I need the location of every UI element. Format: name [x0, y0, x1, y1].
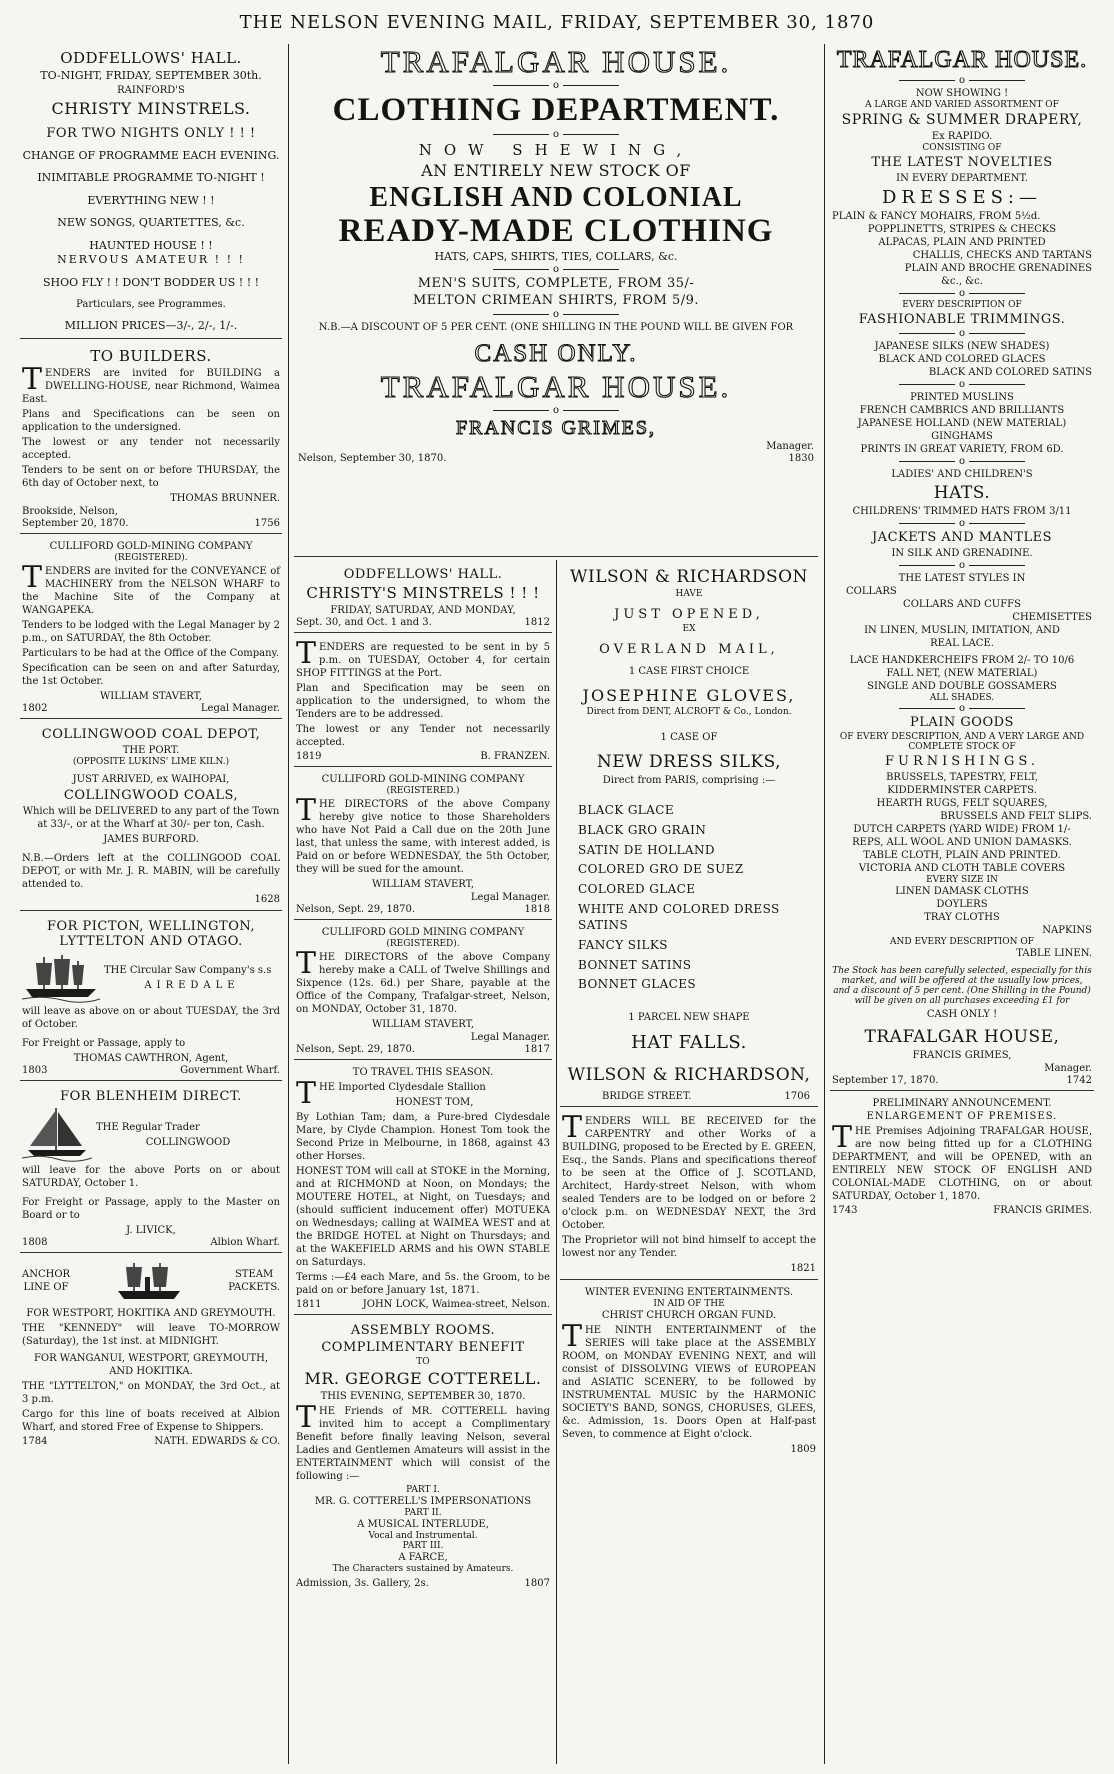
ad-line: BRUSSELS, TAPESTRY, FELT,	[886, 771, 1038, 783]
ad-signature: FRANCIS GRIMES,	[455, 416, 657, 439]
ad-text: The lowest or any Tender not necessarily accepted.	[296, 724, 550, 748]
ad-headline: WILSON & RICHARDSON,	[567, 1065, 811, 1086]
ad-date: September 20, 1870.	[22, 517, 129, 529]
ad-location: (OPPOSITE LUKINS' LIME KILN.)	[72, 756, 230, 767]
ad-shop-fittings	[294, 636, 552, 767]
ad-line: A LARGE AND VARIED ASSORTMENT OF	[865, 99, 1059, 110]
subcolumn-left	[294, 562, 552, 1596]
list-item: BONNET SATINS	[578, 957, 692, 972]
ad-date: Nelson, September 30, 1870.	[298, 452, 447, 464]
ad-text: THE Regular Trader	[96, 1121, 200, 1133]
ornament-rule: o	[832, 519, 1092, 528]
ad-subtitle: (REGISTERED).	[386, 939, 460, 949]
ad-text: THE Imported Clydesdale Stallion	[296, 1076, 486, 1111]
ornament-rule: o	[832, 329, 1092, 338]
ad-headline: READY-MADE CLOTHING	[338, 212, 774, 249]
ad-place: Albion Wharf.	[210, 1236, 280, 1248]
ad-line: NERVOUS AMATEUR ! ! !	[57, 253, 245, 267]
ad-text: THE NINTH ENTERTAINMENT of the SERIES will take place at the ASSEMBLY ROOM, on MONDAY EVENING NEXT, and will consist of DISSOLVING VIEWS of EUROPEAN and ASIATIC SCENERY, to be followed by INSTRUMENTAL MUSIC by the HARMONIC SOCIETY'S BAND, SONGS, CHORUSES, GLEES, &c. Admission, 1s. Doors Open at Half-past Seven, to commence at Eight o'clock.	[562, 1319, 816, 1441]
ad-line: COLLARS	[846, 585, 897, 597]
ad-winter-entertainments	[560, 1283, 818, 1460]
ad-signature: NATH. EDWARDS & CO.	[154, 1435, 280, 1447]
ad-title: ASSEMBLY ROOMS.	[350, 1323, 496, 1338]
ad-line: HEARTH RUGS, FELT SQUARES,	[876, 797, 1048, 809]
ad-number: 1819	[296, 751, 322, 762]
ad-part-desc: Vocal and Instrumental.	[368, 1531, 478, 1541]
ad-line: THE LATEST STYLES IN	[898, 572, 1026, 584]
ad-number: 1812	[524, 617, 550, 628]
ad-signature: WILLIAM STAVERT,	[371, 1019, 475, 1030]
ad-number: 1802	[22, 702, 48, 714]
ad-text: Specification can be seen on and after Saturday, the 1st October.	[22, 662, 280, 687]
ad-culliford-call	[294, 923, 552, 1060]
ad-number: 1818	[524, 904, 550, 915]
ad-line: Particulars, see Programmes.	[76, 299, 226, 311]
ad-text: TENDERS are invited for BUILDING a DWELLING-HOUSE, near Richmond, Waimea East.	[22, 361, 280, 405]
ad-text: Tenders to be lodged with the Legal Manager by 2 p.m., on SATURDAY, the 8th October.	[22, 619, 280, 644]
ad-text: THE Friends of MR. COTTERELL having invited him to accept a Complimentary Benefit before finally leaving Nelson, several Ladies and Gentlemen Amateurs will assist in the ENTERTAINMENT which will consist of the following :—	[296, 1400, 550, 1482]
ad-line: LINEN DAMASK CLOTHS	[895, 885, 1029, 897]
ad-line: SHOO FLY ! ! DON'T BODDER US ! ! !	[42, 275, 260, 289]
list-item: BONNET GLACES	[578, 977, 697, 992]
ad-text: The Stock has been carefully selected, especially for this market, and will be offered at the usually low prices, and a discount of 5 per cent. (One Shilling in the Pound) will be given on all purchases exceeding £1 for	[832, 965, 1092, 1006]
ad-number: 1817	[524, 1044, 550, 1055]
ad-line: OVERLAND MAIL,	[599, 642, 779, 657]
ad-line: TO	[416, 1357, 430, 1367]
list-item: COLORED GLACE	[578, 882, 696, 897]
ad-title: TO TRAVEL THIS SEASON.	[352, 1067, 494, 1078]
ad-line: DUTCH CARPETS (YARD WIDE) FROM 1/-	[853, 823, 1071, 835]
ad-part: PART III.	[402, 1541, 444, 1551]
ad-title: CULLIFORD GOLD-MINING COMPANY	[49, 540, 253, 552]
ad-title: PRELIMINARY ANNOUNCEMENT.	[872, 1097, 1052, 1109]
ad-wilson-richardson	[560, 562, 818, 1107]
ad-line: POPPLINETTS, STRIPES & CHECKS	[867, 223, 1057, 235]
ad-number: 1803	[22, 1064, 48, 1076]
ad-line: REAL LACE.	[930, 637, 994, 649]
ad-culliford-call-notice	[294, 770, 552, 920]
ad-text: HONEST TOM will call at STOKE in the Morning, and at RICHMOND at Noon, on Mondays; the MOUTERE HOTEL, at Night, on Tuesdays; and (should sufficient inducement offer) MOTUEKA on Wednesdays; calling at WAIMEA WEST and at the BRIDGE HOTEL at Night on Thursdays; and at the WAKEFIELD ARMS and his OWN STABLE on Saturdays.	[296, 1166, 550, 1268]
ad-title: CULLIFORD GOLD-MINING COMPANY	[321, 774, 525, 785]
ad-anchor-line	[20, 1256, 282, 1451]
ad-admission: Admission, 3s. Gallery, 2s.	[296, 1578, 429, 1589]
ad-place: Brookside, Nelson,	[22, 505, 118, 517]
ad-to-builders	[20, 342, 282, 534]
ad-line: FOR WANGANUI, WESTPORT, GREYMOUTH, AND HOKITIKA.	[33, 1352, 269, 1377]
ornament-rule: o	[294, 406, 818, 415]
ad-part-desc: The Characters sustained by Amateurs.	[332, 1564, 514, 1574]
ad-signature: WILLIAM STAVERT,	[371, 879, 475, 890]
ad-subtitle: CHRIST CHURCH ORGAN FUND.	[601, 1310, 777, 1322]
ad-title-part: ANCHOR	[22, 1268, 71, 1280]
ad-line: BLACK AND COLORED SATINS	[928, 366, 1092, 378]
ad-text: THE DIRECTORS of the above Company hereby give notice to those Shareholders who have Not Paid a Call due on the 20th June last, that unless the same, with interest added, is Paid on or before WEDNESDAY, the 5th October, they will be sued for the amount.	[296, 793, 550, 875]
ad-line: PLAIN & FANCY MOHAIRS, FROM 5½d.	[832, 210, 1041, 222]
ad-line: MELTON CRIMEAN SHIRTS, FROM 5/9.	[412, 293, 700, 309]
ad-part-desc: A FARCE,	[398, 1552, 448, 1563]
ad-text: TENDERS are invited for the CONVEYANCE of MACHINERY from the NELSON WHARF to the Machine Site of the Company at WANGAPEKA.	[22, 559, 280, 616]
column-rule	[824, 44, 825, 1764]
ad-line: JUST ARRIVED, ex WAIHOPAI,	[72, 773, 230, 785]
ad-line: HATS, CAPS, SHIRTS, TIES, COLLARS, &c.	[434, 249, 678, 263]
ad-date: September 17, 1870.	[832, 1074, 939, 1086]
ad-number: 1807	[524, 1578, 550, 1589]
steamship-icon	[22, 951, 100, 1003]
ad-title: WINTER EVENING ENTERTAINMENTS.	[584, 1287, 794, 1299]
ad-title-part: STEAM	[234, 1268, 274, 1280]
ad-line: PRINTS IN GREAT VARIETY, FROM 6D.	[860, 443, 1064, 455]
ad-line: RAINFORD'S	[117, 84, 185, 96]
ad-line: PLAIN AND BROCHE GRENADINES	[904, 262, 1092, 274]
ad-line: GINGHAMS	[931, 430, 993, 442]
ad-headline: DRESSES:—	[881, 186, 1042, 208]
ad-line: MILLION PRICES—3/-, 2/-, 1/-.	[64, 319, 238, 333]
ad-line: AND EVERY DESCRIPTION OF	[890, 936, 1034, 947]
masthead: THE NELSON EVENING MAIL, FRIDAY, SEPTEMBER 30, 1870	[239, 12, 875, 33]
ad-headline: NEW DRESS SILKS,	[596, 752, 782, 772]
ad-title: FOR BLENHEIM DIRECT.	[60, 1088, 242, 1104]
ad-subtitle: THE PORT.	[122, 744, 180, 756]
ornament-rule: o	[832, 380, 1092, 389]
ad-line: FRIDAY, SATURDAY, AND MONDAY,	[330, 605, 516, 616]
ad-oddfellows-christys	[294, 562, 552, 633]
ship-name: AIREDALE	[144, 979, 240, 991]
ornament-rule: o	[832, 561, 1092, 570]
ad-line: TABLE CLOTH, PLAIN AND PRINTED.	[863, 849, 1061, 861]
ad-headline: CHRISTY MINSTRELS.	[51, 98, 251, 118]
ad-text: Which will be DELIVERED to any part of the Town at 33/-, or at the Wharf at 30/- per ton, Cash.	[22, 805, 280, 830]
ad-number: 1808	[22, 1236, 48, 1248]
column-left	[20, 44, 282, 1764]
ad-number: 1811	[296, 1299, 322, 1310]
ad-line: FRENCH CAMBRICS AND BRILLIANTS	[859, 404, 1065, 416]
ad-text: Tenders to be sent on or before THURSDAY, the 6th day of October next, to	[22, 464, 280, 489]
ad-text: N.B.—Orders left at the COLLINGOOD COAL DEPOT, or with Mr. J. R. MABIN, will be carefully attended to.	[22, 852, 280, 890]
ornament-rule: o	[832, 704, 1092, 713]
ad-headline: ENGLISH AND COLONIAL	[369, 181, 743, 213]
ad-headline: FURNISHINGS.	[885, 753, 1039, 769]
ad-part: PART I.	[406, 1485, 440, 1495]
ad-headline: PLAIN GOODS	[910, 714, 1014, 730]
ad-title-part: PACKETS.	[228, 1281, 280, 1293]
ornament-rule: o	[294, 130, 818, 139]
ad-number: 1742	[1066, 1074, 1092, 1086]
ad-headline: CLOTHING DEPARTMENT.	[332, 91, 780, 128]
ad-oddfellows-hall	[20, 44, 282, 339]
ad-number: 1756	[254, 517, 280, 529]
ad-headline: HATS.	[933, 482, 991, 503]
ad-line: &c., &c.	[941, 275, 983, 287]
ad-text: will leave as above on or about TUESDAY, the 3rd of October.	[22, 1005, 280, 1030]
ad-airedale	[20, 914, 282, 1081]
ad-title: CULLIFORD GOLD MINING COMPANY	[321, 927, 525, 938]
ad-subtitle: (REGISTERED.)	[386, 786, 460, 796]
ad-headline: CHRISTY'S MINSTRELS ! ! !	[306, 584, 540, 602]
ad-text: TENDERS are requested to be sent in by 5 p.m. on TUESDAY, October 4, for certain SHOP FITTINGS at the Port.	[296, 636, 550, 679]
ad-number: 1706	[784, 1091, 810, 1103]
ad-headline: TRAFALGAR HOUSE.	[836, 47, 1088, 73]
ad-trafalgar-drapery	[830, 44, 1094, 1091]
ad-text: The Proprietor will not bind himself to accept the lowest nor any Tender.	[562, 1235, 816, 1260]
ad-title: ODDFELLOWS' HALL.	[60, 49, 242, 67]
ad-headline: COLLINGWOOD COALS,	[63, 787, 239, 803]
ad-address: BRIDGE STREET.	[602, 1091, 692, 1103]
ad-line: REPS, ALL WOOL AND UNION DAMASKS.	[852, 836, 1072, 848]
ad-line: CHILDRENS' TRIMMED HATS FROM 3/11	[852, 505, 1072, 517]
list-item: FANCY SILKS	[578, 937, 668, 952]
ad-text: Terms :—£4 each Mare, and 5s. the Groom, to be paid on or before January 1st, 1871.	[296, 1272, 550, 1296]
ad-line: COLLARS AND CUFFS	[903, 598, 1021, 610]
ad-part-desc: A MUSICAL INTERLUDE,	[357, 1519, 489, 1530]
ad-headline: JACKETS AND MANTLES	[871, 529, 1053, 545]
ad-line: NOW SHEWING,	[418, 140, 694, 159]
ad-line: IN LINEN, MUSLIN, IMITATION, AND	[864, 624, 1060, 636]
sailing-ship-icon	[22, 1106, 92, 1162]
ad-signature: JOHN LOCK, Waimea-street, Nelson.	[362, 1299, 550, 1310]
ad-line: JAPANESE HOLLAND (NEW MATERIAL)	[857, 417, 1067, 429]
ad-line: Sept. 30, and Oct. 1 and 3.	[296, 617, 432, 628]
ad-line: LACE HANDKERCHEIFS FROM 2/- TO 10/6	[849, 654, 1075, 666]
ad-role: Legal Manager.	[470, 1032, 550, 1043]
ad-line: AN ENTIRELY NEW STOCK OF	[421, 160, 691, 180]
ad-signature: J. LIVICK,	[126, 1224, 176, 1236]
ad-line: BRUSSELS AND FELT SLIPS.	[940, 810, 1092, 822]
ornament-rule: o	[294, 265, 818, 274]
ad-line: FALL NET, (NEW MATERIAL)	[886, 667, 1038, 679]
ad-headline: TRAFALGAR HOUSE,	[864, 1026, 1060, 1047]
ad-text: Plans and Specifications can be seen on application to the undersigned.	[22, 408, 280, 433]
ad-text: THE DIRECTORS of the above Company hereby make a CALL of Twelve Shillings and Sixpence (12s. 6d.) per Share, payable at the Office of the Company, Trafalgar-street, Nelson, on MONDAY, October 31, 1870.	[296, 946, 550, 1015]
ad-signature: THOMAS CAWTHRON, Agent,	[73, 1052, 229, 1064]
ad-line: INIMITABLE PROGRAMME TO-NIGHT !	[37, 171, 265, 185]
ad-signature: FRANCIS GRIMES.	[993, 1204, 1092, 1216]
ad-trafalgar-clothing	[294, 44, 818, 557]
ad-preliminary-announcement	[830, 1094, 1094, 1220]
ad-headline: SPRING & SUMMER DRAPERY,	[841, 111, 1083, 128]
ad-number: 1784	[22, 1435, 48, 1447]
list-item: SATIN DE HOLLAND	[578, 842, 715, 857]
ad-line: Direct from PARIS, comprising :—	[602, 775, 776, 786]
ad-line: CHALLIS, CHECKS AND TARTANS	[912, 249, 1092, 261]
ad-line: SINGLE AND DOUBLE GOSSAMERS	[867, 680, 1057, 692]
ad-line: IN EVERY DEPARTMENT.	[896, 172, 1028, 184]
ad-part: PART II.	[404, 1508, 442, 1518]
ad-stallion	[294, 1063, 552, 1315]
ornament-rule: o	[832, 76, 1092, 85]
subcolumn-right	[560, 562, 818, 1463]
ad-text: By Lothian Tam; dam, a Pure-bred Clydesdale Mare, by Clyde Champion. Honest Tom took the Second Prize in Melbourne, in 1868, against 43 other Horses.	[296, 1112, 550, 1162]
list-item: BLACK GLACE	[578, 803, 674, 817]
ad-line: 1 PARCEL NEW SHAPE	[628, 1012, 750, 1024]
ad-line: NOW SHOWING !	[915, 87, 1009, 99]
ad-line: CASH ONLY !	[926, 1008, 998, 1020]
ornament-rule: o	[294, 310, 818, 319]
ad-number: 1743	[832, 1204, 858, 1216]
ad-line: IN AID OF THE	[653, 1299, 725, 1310]
ad-line: CHEMISETTES	[1012, 611, 1092, 623]
ad-headline: CASH ONLY.	[474, 340, 638, 368]
ad-title: FOR PICTON, WELLINGTON, LYTTELTON AND OTAGO.	[46, 918, 256, 949]
ad-line: EVERY SIZE IN	[926, 874, 998, 885]
ad-place: Government Wharf.	[180, 1064, 280, 1076]
ad-headline: MR. GEORGE COTTERELL.	[304, 1369, 542, 1388]
ad-title: ODDFELLOWS' HALL.	[343, 567, 503, 582]
ad-signature: B. FRANZEN.	[480, 751, 550, 762]
ad-line: VICTORIA AND CLOTH TABLE COVERS	[858, 862, 1066, 874]
ship-name: COLLINGWOOD	[145, 1136, 231, 1148]
ad-line: HAVE	[675, 589, 703, 599]
ad-text: THE "LYTTELTON," on MONDAY, the 3rd Oct., at 3 p.m.	[22, 1380, 280, 1405]
ad-headline: HAT FALLS.	[631, 1032, 747, 1054]
list-item: COLORED GRO DE SUEZ	[578, 862, 744, 877]
ad-headline: WILSON & RICHARDSON	[570, 567, 808, 587]
ad-signature: THOMAS BRUNNER.	[170, 492, 280, 504]
ad-subtitle: ENLARGEMENT OF PREMISES.	[866, 1110, 1058, 1122]
ad-line: EVERY DESCRIPTION OF	[902, 299, 1022, 310]
ad-headline: FASHIONABLE TRIMMINGS.	[858, 311, 1066, 327]
ad-line: CHANGE OF PROGRAMME EACH EVENING.	[22, 148, 280, 162]
ad-line: KIDDERMINSTER CARPETS.	[887, 784, 1037, 796]
ad-line: THIS EVENING, SEPTEMBER 30, 1870.	[320, 1391, 526, 1402]
list-item: BLACK GRO GRAIN	[578, 822, 707, 837]
silk-list	[562, 787, 816, 1001]
ad-role: Manager.	[766, 440, 814, 452]
ad-line: JUST OPENED,	[614, 607, 764, 622]
ad-line: Direct from DENT, ALCROFT & Co., London.	[586, 707, 792, 717]
ad-line: TRAY CLOTHS	[924, 911, 1000, 923]
ad-role: Legal Manager.	[470, 892, 550, 903]
ad-headline: THE LATEST NOVELTIES	[871, 154, 1053, 170]
ad-line: LADIES' AND CHILDREN'S	[891, 468, 1033, 480]
ad-headline: COMPLIMENTARY BENEFIT	[321, 1340, 525, 1355]
ad-culliford-conveyance	[20, 537, 282, 719]
ad-text: THE "KENNEDY" will leave TO-MORROW (Saturday), the 1st inst. at MIDNIGHT.	[22, 1322, 280, 1347]
ad-line: EX	[682, 624, 696, 634]
ad-text: Cargo for this line of boats received at Albion Wharf, and stored Free of Expense to Shippers.	[22, 1408, 280, 1433]
ad-date: Nelson, Sept. 29, 1870.	[296, 904, 416, 915]
ad-line: ALPACAS, PLAIN AND PRINTED	[878, 236, 1046, 248]
ad-title-part: LINE OF	[23, 1281, 69, 1293]
list-item: WHITE AND COLORED DRESS SATINS	[578, 902, 780, 932]
ad-line: Ex RAPIDO.	[931, 130, 993, 142]
ad-text: For Freight or Passage, apply to the Master on Board or to	[22, 1196, 280, 1221]
ornament-rule: o	[832, 289, 1092, 298]
ad-line: CONSISTING OF	[922, 142, 1002, 153]
ad-text: N.B.—A DISCOUNT OF 5 PER CENT. (ONE SHILLING IN THE POUND WILL BE GIVEN FOR	[318, 322, 794, 334]
ad-number: 1809	[790, 1444, 816, 1456]
ad-line: 1 CASE FIRST CHOICE	[628, 666, 750, 677]
ad-text: will leave for the above Ports on or about SATURDAY, October 1.	[22, 1164, 280, 1189]
ad-headline: JOSEPHINE GLOVES,	[582, 686, 796, 705]
ad-number: 1628	[254, 893, 280, 905]
ad-text: THE Premises Adjoining TRAFALGAR HOUSE, are now being fitted up for a CLOTHING DEPARTMENT, and will be OPENED, with an ENTIRELY NEW STOCK OF ENGLISH AND COLONIAL-MADE CLOTHING, on or about SATURDAY, October 1, 1870.	[832, 1119, 1092, 1202]
ad-line: DOYLERS	[936, 898, 988, 910]
ad-collingwood-coal	[20, 722, 282, 911]
ad-text: Plan and Specification may be seen on application to the undersigned, to whom the Tenders are to be addressed.	[296, 683, 550, 720]
ad-role: Legal Manager.	[200, 702, 280, 714]
ad-subtitle: (REGISTERED).	[114, 552, 188, 563]
ad-line: IN SILK AND GRENADINE.	[891, 547, 1033, 559]
ad-line: FOR WESTPORT, HOKITIKA AND GREYMOUTH.	[26, 1307, 276, 1319]
ad-carpentry-tenders	[560, 1110, 818, 1280]
ad-text: Particulars to be had at the Office of the Company.	[22, 647, 280, 659]
ad-title: COLLINGWOOD COAL DEPOT,	[41, 726, 261, 742]
column-right	[830, 44, 1094, 1764]
ad-line: NEW SONGS, QUARTETTES, &c.	[57, 216, 245, 230]
ad-line: MEN'S SUITS, COMPLETE, FROM 35/-	[417, 276, 695, 292]
column-rule	[288, 44, 289, 1764]
ad-role: Manager.	[1044, 1062, 1092, 1074]
ad-line: EVERYTHING NEW ! !	[87, 193, 215, 207]
ad-date: Nelson, Sept. 29, 1870.	[296, 1044, 416, 1055]
ad-line: ALL SHADES.	[929, 692, 995, 703]
ad-assembly-rooms	[294, 1318, 552, 1593]
ad-text: For Freight or Passage, apply to	[22, 1037, 186, 1049]
ad-part-desc: MR. G. COTTERELL'S IMPERSONATIONS	[314, 1496, 532, 1507]
ad-headline: HONEST TOM,	[395, 1097, 474, 1108]
ad-signature: WILLIAM STAVERT,	[99, 690, 203, 702]
ad-headline: TRAFALGAR HOUSE.	[380, 44, 732, 79]
ad-signature: FRANCIS GRIMES,	[912, 1049, 1012, 1061]
ad-text: TENDERS WILL BE RECEIVED for the CARPENTRY and other Works of a BUILDING, proposed to be Erected by E. GREEN, Esq., the Sands. Plans and specifications thereof to be seen at the Office of J. SCOTLAND, Architect, Hardy-street Nelson, with whom sealed Tenders are to be lodged on or before 2 o'clock p.m. on WEDNESDAY NEXT, the 3rd October.	[562, 1110, 816, 1232]
ad-line: PRINTED MUSLINS	[910, 391, 1014, 403]
ad-text: THE Circular Saw Company's s.s	[104, 964, 272, 976]
column-center	[294, 44, 818, 1764]
ad-line: 1 CASE OF	[660, 732, 718, 743]
ad-line: NAPKINS	[1042, 924, 1092, 936]
ad-signature: JAMES BURFORD.	[103, 833, 199, 845]
ornament-rule: o	[294, 81, 818, 90]
ad-number: 1821	[790, 1263, 816, 1275]
ad-headline: TRAFALGAR HOUSE.	[380, 369, 732, 405]
ad-title: TO BUILDERS.	[90, 346, 212, 365]
steamship-icon	[114, 1259, 184, 1303]
ad-line: TABLE LINEN.	[1016, 947, 1092, 959]
ad-line: HAUNTED HOUSE ! !	[89, 238, 213, 252]
ad-line: TO-NIGHT, FRIDAY, SEPTEMBER 30th.	[40, 69, 262, 82]
ad-line: FOR TWO NIGHTS ONLY ! ! !	[46, 125, 256, 141]
ad-line: JAPANESE SILKS (NEW SHADES)	[874, 340, 1050, 352]
ornament-rule: o	[832, 457, 1092, 466]
ad-blenheim	[20, 1084, 282, 1253]
ad-number: 1830	[788, 452, 814, 464]
ad-text: The lowest or any tender not necessarily accepted.	[22, 436, 280, 461]
ad-line: BLACK AND COLORED GLACES	[878, 353, 1046, 365]
ad-line: OF EVERY DESCRIPTION, AND A VERY LARGE AND COMPLETE STOCK OF	[839, 731, 1085, 752]
